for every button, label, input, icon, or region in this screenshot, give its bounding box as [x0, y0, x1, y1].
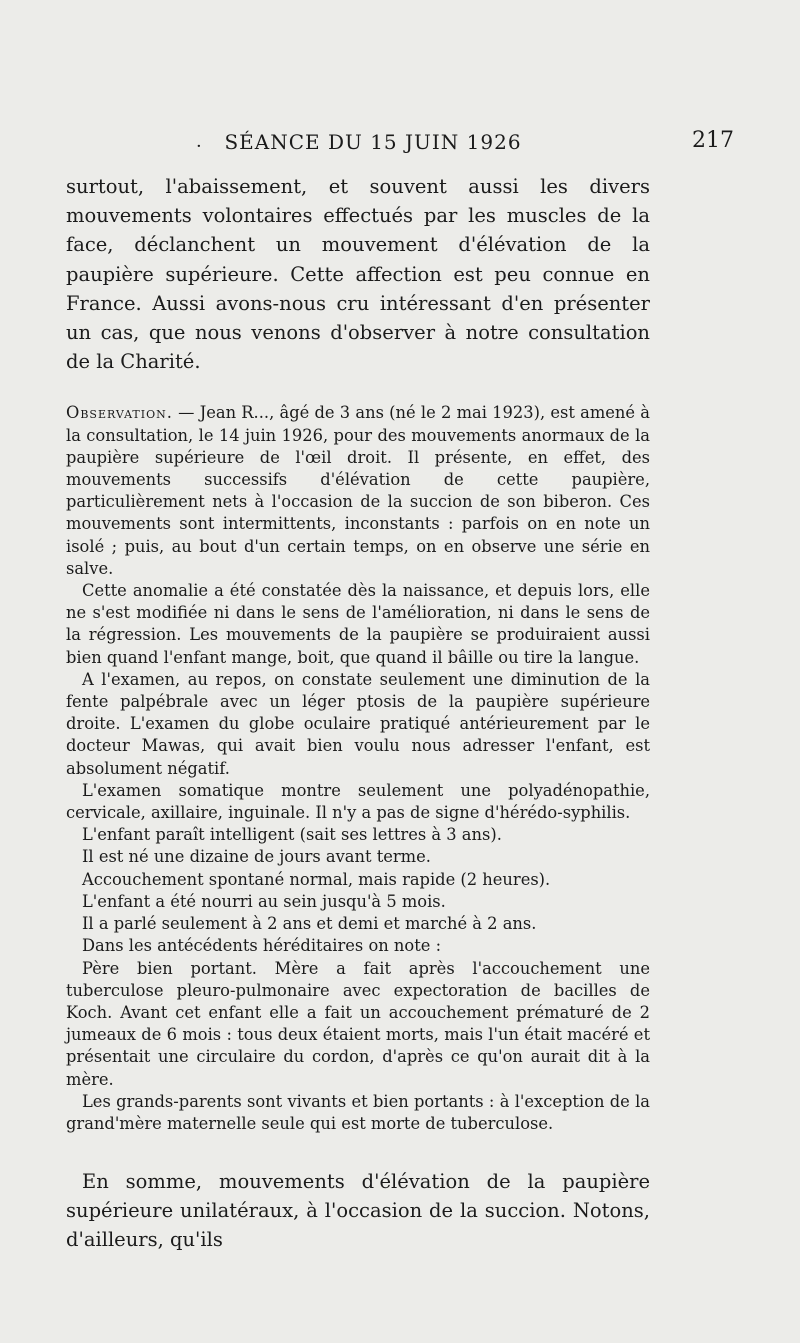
observation-paragraph: L'examen somatique montre seulement une polyadénopathie, cervicale, axillaire, inguinale. Il n'y a pas de signe d'hérédo-syphilis. [66, 780, 650, 823]
page-body [66, 172, 650, 1254]
observation-paragraph: Il a parlé seulement à 2 ans et demi et marché à 2 ans. [82, 914, 537, 934]
observation-paragraph: Père bien portant. Mère a fait après l'accouchement une tuberculose pleuro-pulmonaire avec expectoration de bacilles de Koch. Avant cet enfant elle a fait un accouchement prématuré de 2 jumeaux de 6 mois : tous deux étaient morts, mais l'un était macéré et présentait une circulaire du cordon, d'après ce qu'on aurait dit à la mère. [66, 958, 650, 1089]
observation-label: Observation. [66, 403, 173, 423]
observation-paragraph: Les grands-parents sont vivants et bien portants : à l'exception de la grand'mère maternelle seule qui est morte de tuberculose. [66, 1091, 650, 1133]
running-header [66, 126, 734, 166]
observation-first-text: — Jean R..., âgé de 3 ans (né le 2 mai 1923), est amené à la consultation, le 14 juin 1926, pour des mouvements anormaux de la paupière supérieure de l'œil droit. Il présente, en effet, des mouvements successifs d'élévation de cette paupière, particulièrement nets à l'occasion de la succion de son biberon. Ces mouvements sont intermittents, inconstants : parfois on en note un isolé ; puis, au bout d'un certain temps, on en observe une série en salve. [66, 403, 650, 578]
observation-paragraph: Dans les antécédents héréditaires on note : [82, 936, 442, 956]
conclusion-paragraph: En somme, mouvements d'élévation de la paupière supérieure unilatéraux, à l'occasion de la succion. Notons, d'ailleurs, qu'ils [66, 1170, 650, 1252]
page-number: 217 [692, 128, 734, 153]
observation-paragraph: Cette anomalie a été constatée dès la naissance, et depuis lors, elle ne s'est modifiée ni dans le sens de l'amélioration, ni dans le sens de la régression. Les mouvements de la paupière se produiraient aussi bien quand l'enfant mange, boit, que quand il bâille ou tire la langue. [66, 581, 650, 667]
intro-section [66, 172, 650, 376]
observation-paragraph: Accouchement spontané normal, mais rapide (2 heures). [82, 869, 551, 889]
observation-paragraph: A l'examen, au repos, on constate seulement une diminution de la fente palpébrale avec un léger ptosis de la paupière supérieure droite. L'examen du globe oculaire pratiqué antérieurement par le docteur Mawas, qui avait bien voulu nous adresser l'enfant, est absolument négatif. [66, 669, 650, 778]
header-bullet: · [196, 136, 202, 157]
intro-paragraph: surtout, l'abaissement, et souvent aussi les divers mouvements volontaires effectués par les muscles de la face, déclanchent un mouvement d'élévation de la paupière supérieure. Cette affection est peu connue en France. Aussi avons-nous cru intéressant d'en présenter un cas, que nous venons d'observer à notre consultation de la Charité. [66, 175, 650, 374]
header-title: SÉANCE DU 15 JUIN 1926 [224, 130, 522, 154]
observation-first-paragraph [66, 402, 650, 580]
observation-paragraph: Il est né une dizaine de jours avant terme. [82, 847, 431, 867]
observation-paragraph: L'enfant a été nourri au sein jusqu'à 5 mois. [82, 891, 446, 911]
observation-paragraph: L'enfant paraît intelligent (sait ses lettres à 3 ans). [82, 825, 502, 845]
conclusion-section [66, 1167, 650, 1254]
observation-section [66, 402, 650, 1135]
